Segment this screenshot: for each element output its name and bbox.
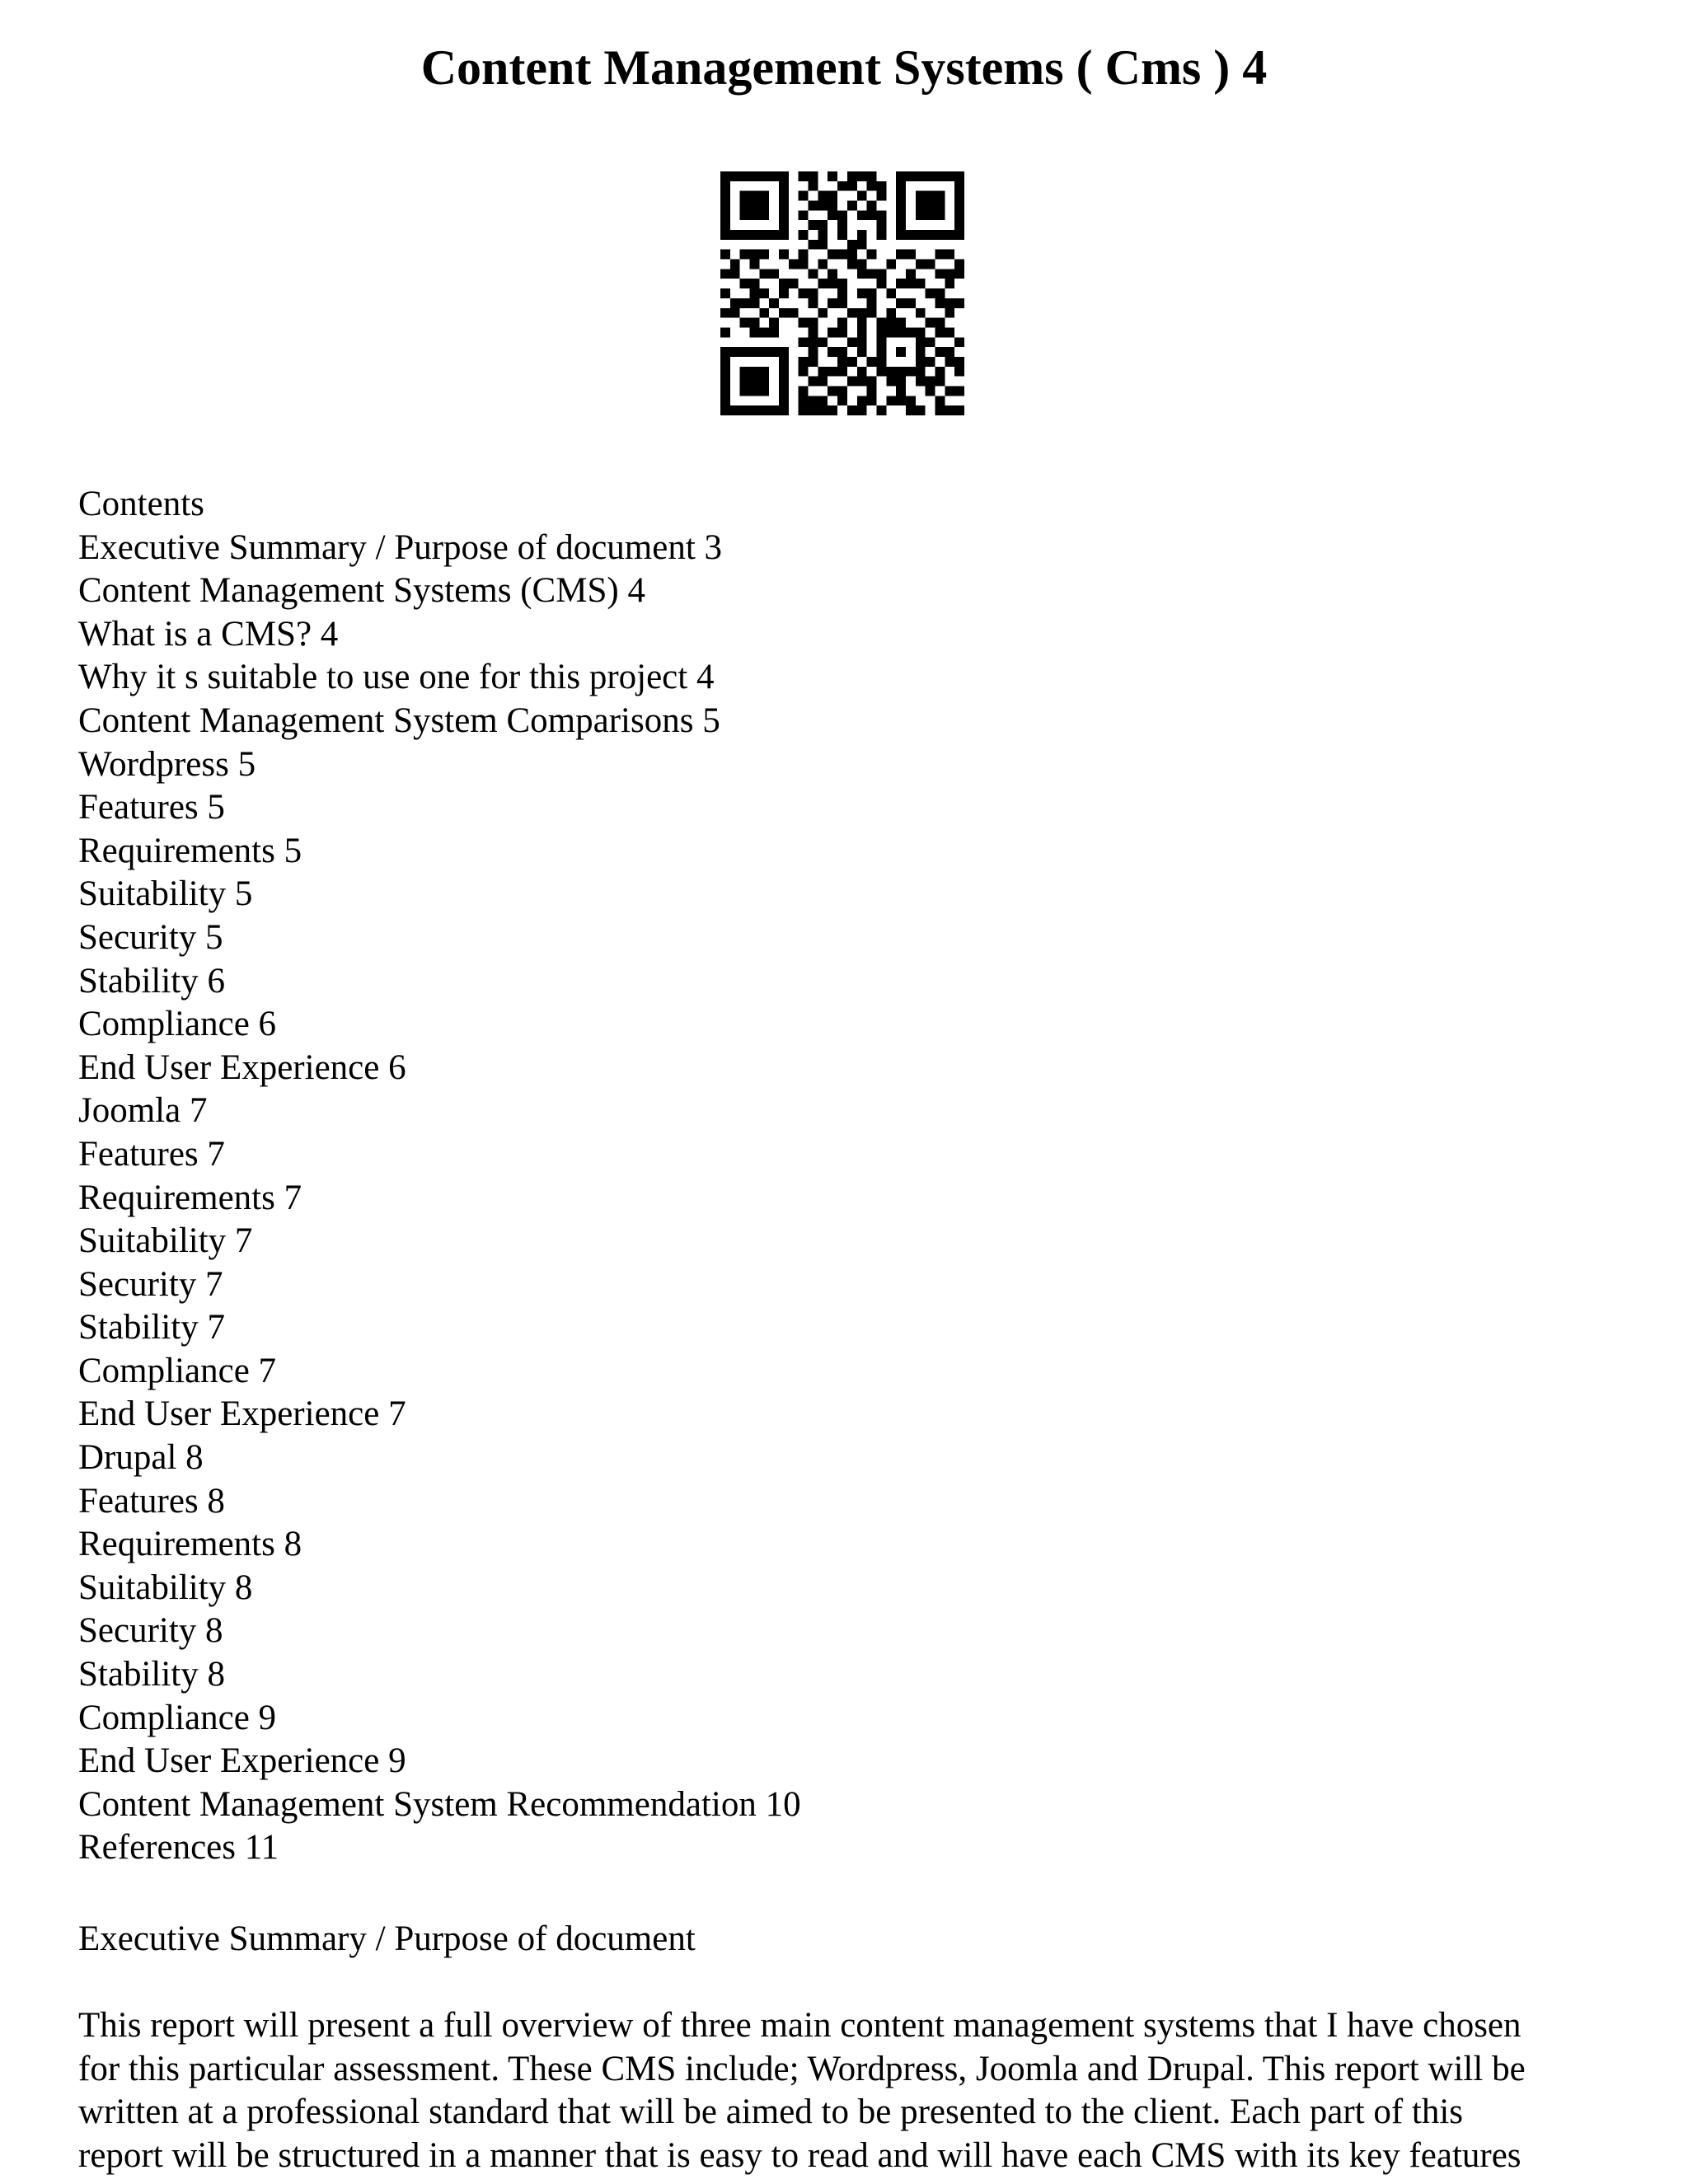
toc-entry-joomla-stability[interactable]: Stability 7 [78, 1308, 225, 1347]
toc-entry-executive-summary[interactable]: Executive Summary / Purpose of document 3 [78, 527, 723, 567]
toc-entry-drupal-suitability[interactable]: Suitability 8 [78, 1568, 253, 1607]
executive-summary-paragraph [78, 2004, 1636, 2177]
page-title: Content Management Systems ( Cms ) 4 [420, 40, 1268, 95]
toc-entry-joomla-security[interactable]: Security 7 [78, 1264, 223, 1304]
toc-entry-joomla-compliance[interactable]: Compliance 7 [78, 1351, 277, 1390]
toc-entry-wordpress-suitability[interactable]: Suitability 5 [78, 874, 253, 914]
paragraph-line: report will be structured in a manner that is easy to read and will have each CMS with its key features [78, 2135, 1522, 2175]
table-of-contents [78, 483, 801, 1870]
toc-entry-wordpress-features[interactable]: Features 5 [78, 788, 225, 827]
toc-entry-references[interactable]: References 11 [78, 1828, 279, 1868]
toc-entry-joomla-features[interactable]: Features 7 [78, 1134, 225, 1174]
toc-entry-drupal-stability[interactable]: Stability 8 [78, 1655, 225, 1694]
paragraph-line: This report will present a full overview of three main content management systems that I have chosen [78, 2006, 1522, 2045]
toc-entry-cms-comparisons[interactable]: Content Management System Comparisons 5 [78, 701, 720, 740]
toc-entry-drupal-requirements[interactable]: Requirements 8 [78, 1525, 302, 1564]
toc-entry-drupal-compliance[interactable]: Compliance 9 [78, 1698, 277, 1737]
toc-entry-wordpress-end-user-experience[interactable]: End User Experience 6 [78, 1047, 406, 1087]
toc-entry-joomla-end-user-experience[interactable]: End User Experience 7 [78, 1394, 406, 1434]
toc-entry-wordpress-compliance[interactable]: Compliance 6 [78, 1005, 277, 1044]
toc-entry-drupal-security[interactable]: Security 8 [78, 1611, 223, 1651]
toc-heading: Contents [78, 485, 204, 523]
toc-entry-joomla-suitability[interactable]: Suitability 7 [78, 1221, 253, 1261]
toc-entry-cms-recommendation[interactable]: Content Management System Recommendation 10 [78, 1784, 801, 1824]
qr-code-icon [720, 171, 964, 415]
toc-entry-drupal[interactable]: Drupal 8 [78, 1438, 204, 1478]
toc-entry-joomla-requirements[interactable]: Requirements 7 [78, 1178, 302, 1217]
section-heading-executive-summary: Executive Summary / Purpose of document [78, 1919, 696, 1958]
toc-entry-wordpress-requirements[interactable]: Requirements 5 [78, 831, 302, 870]
paragraph-line: for this particular assessment. These CMS include; Wordpress, Joomla and Drupal. This report will be [78, 2049, 1526, 2088]
toc-entry-wordpress-stability[interactable]: Stability 6 [78, 961, 225, 1001]
toc-entry-wordpress[interactable]: Wordpress 5 [78, 744, 256, 784]
toc-entry-drupal-features[interactable]: Features 8 [78, 1481, 225, 1521]
toc-entry-what-is-cms[interactable]: What is a CMS? 4 [78, 614, 339, 654]
toc-entry-why-suitable[interactable]: Why it s suitable to use one for this project 4 [78, 658, 715, 697]
toc-entry-joomla[interactable]: Joomla 7 [78, 1091, 208, 1131]
toc-entry-wordpress-security[interactable]: Security 5 [78, 917, 223, 957]
toc-entry-drupal-end-user-experience[interactable]: End User Experience 9 [78, 1741, 406, 1781]
toc-entry-cms[interactable]: Content Management Systems (CMS) 4 [78, 571, 645, 611]
paragraph-line: written at a professional standard that will be aimed to be presented to the client. Each part of this [78, 2093, 1464, 2131]
